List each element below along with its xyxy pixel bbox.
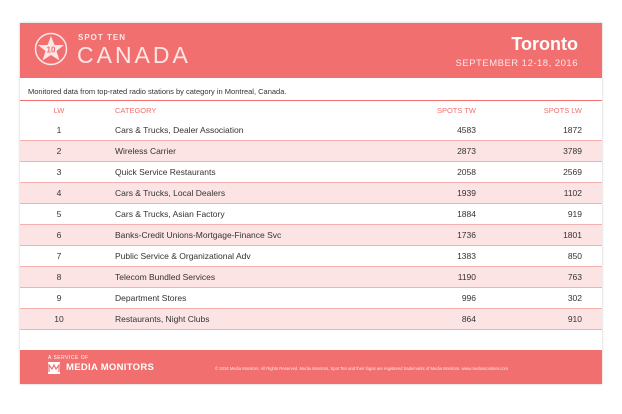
logo-number: 10 [46,45,56,55]
service-label: A SERVICE OF [48,355,89,361]
report-footer [20,350,602,384]
cell-category: Cars & Trucks, Dealer Association [115,125,244,135]
copyright-notice: © 2016 Media Monitors. All Rights Reserved. Media Monitors, Spot Ten and their logos are registered trademarks of Media Monitors. www.mediamonitors.com [215,366,509,371]
table-row [20,204,602,225]
cell-lw: 8 [56,272,62,282]
cell-spots-tw: 1939 [457,188,476,198]
cell-lw: 9 [56,293,62,303]
cell-lw: 1 [56,125,62,135]
company-name: MEDIA MONITORS [66,362,155,373]
header-spots-tw: SPOTS TW [436,106,476,115]
cell-lw: 6 [56,230,62,240]
cell-spots-tw: 864 [461,314,476,324]
cell-spots-lw: 1102 [563,188,582,198]
cell-category: Restaurants, Night Clubs [115,314,210,324]
header-lw: LW [53,106,65,115]
cell-category: Public Service & Organizational Adv [115,251,251,261]
table-row [20,288,602,309]
media-monitors-logo-icon [48,362,60,374]
cell-category: Quick Service Restaurants [115,167,216,177]
cell-lw: 5 [56,209,62,219]
cell-category: Telecom Bundled Services [115,272,216,282]
cell-spots-lw: 3789 [563,146,582,156]
header-spots-lw: SPOTS LW [543,106,582,115]
cell-spots-lw: 302 [567,293,582,303]
cell-category: Department Stores [115,293,187,303]
cell-spots-tw: 996 [461,293,476,303]
cell-spots-tw: 1383 [457,251,476,261]
table-header [20,103,602,119]
cell-spots-tw: 2058 [457,167,476,177]
city-title: Toronto [511,34,578,54]
cell-spots-tw: 1736 [457,230,476,240]
cell-spots-lw: 919 [567,209,582,219]
table-row [20,162,602,183]
cell-spots-lw: 1872 [563,125,582,135]
cell-spots-tw: 1190 [457,272,476,282]
table-row [20,120,602,141]
cell-spots-tw: 1884 [457,209,476,219]
cell-lw: 7 [56,251,62,261]
cell-spots-lw: 850 [567,251,582,261]
table-row [20,246,602,267]
cell-lw: 3 [56,167,62,177]
table-row [20,183,602,204]
brand-small: SPOT TEN [78,33,127,42]
table-row [20,309,602,330]
cell-spots-tw: 2873 [457,146,476,156]
cell-lw: 2 [56,146,62,156]
header-category: CATEGORY [115,106,157,115]
divider [20,100,602,101]
cell-spots-tw: 4583 [457,125,476,135]
date-range: SEPTEMBER 12-18, 2016 [455,58,578,69]
cell-spots-lw: 763 [567,272,582,282]
spot-ten-star-icon [34,32,68,66]
table-row [20,267,602,288]
report-card [20,23,602,384]
cell-category: Cars & Trucks, Local Dealers [115,188,226,198]
cell-category: Banks-Credit Unions-Mortgage-Finance Svc [115,230,282,240]
cell-spots-lw: 2569 [563,167,582,177]
brand-title: CANADA [77,42,191,68]
report-header [20,23,602,78]
cell-lw: 10 [54,314,64,324]
table-row [20,141,602,162]
cell-category: Wireless Carrier [115,146,176,156]
cell-spots-lw: 1801 [563,230,582,240]
cell-category: Cars & Trucks, Asian Factory [115,209,225,219]
cell-lw: 4 [56,188,62,198]
subtitle: Monitored data from top-rated radio stations by category in Montreal, Canada. [28,87,287,96]
table-row [20,225,602,246]
cell-spots-lw: 910 [567,314,582,324]
data-panel [20,78,602,350]
